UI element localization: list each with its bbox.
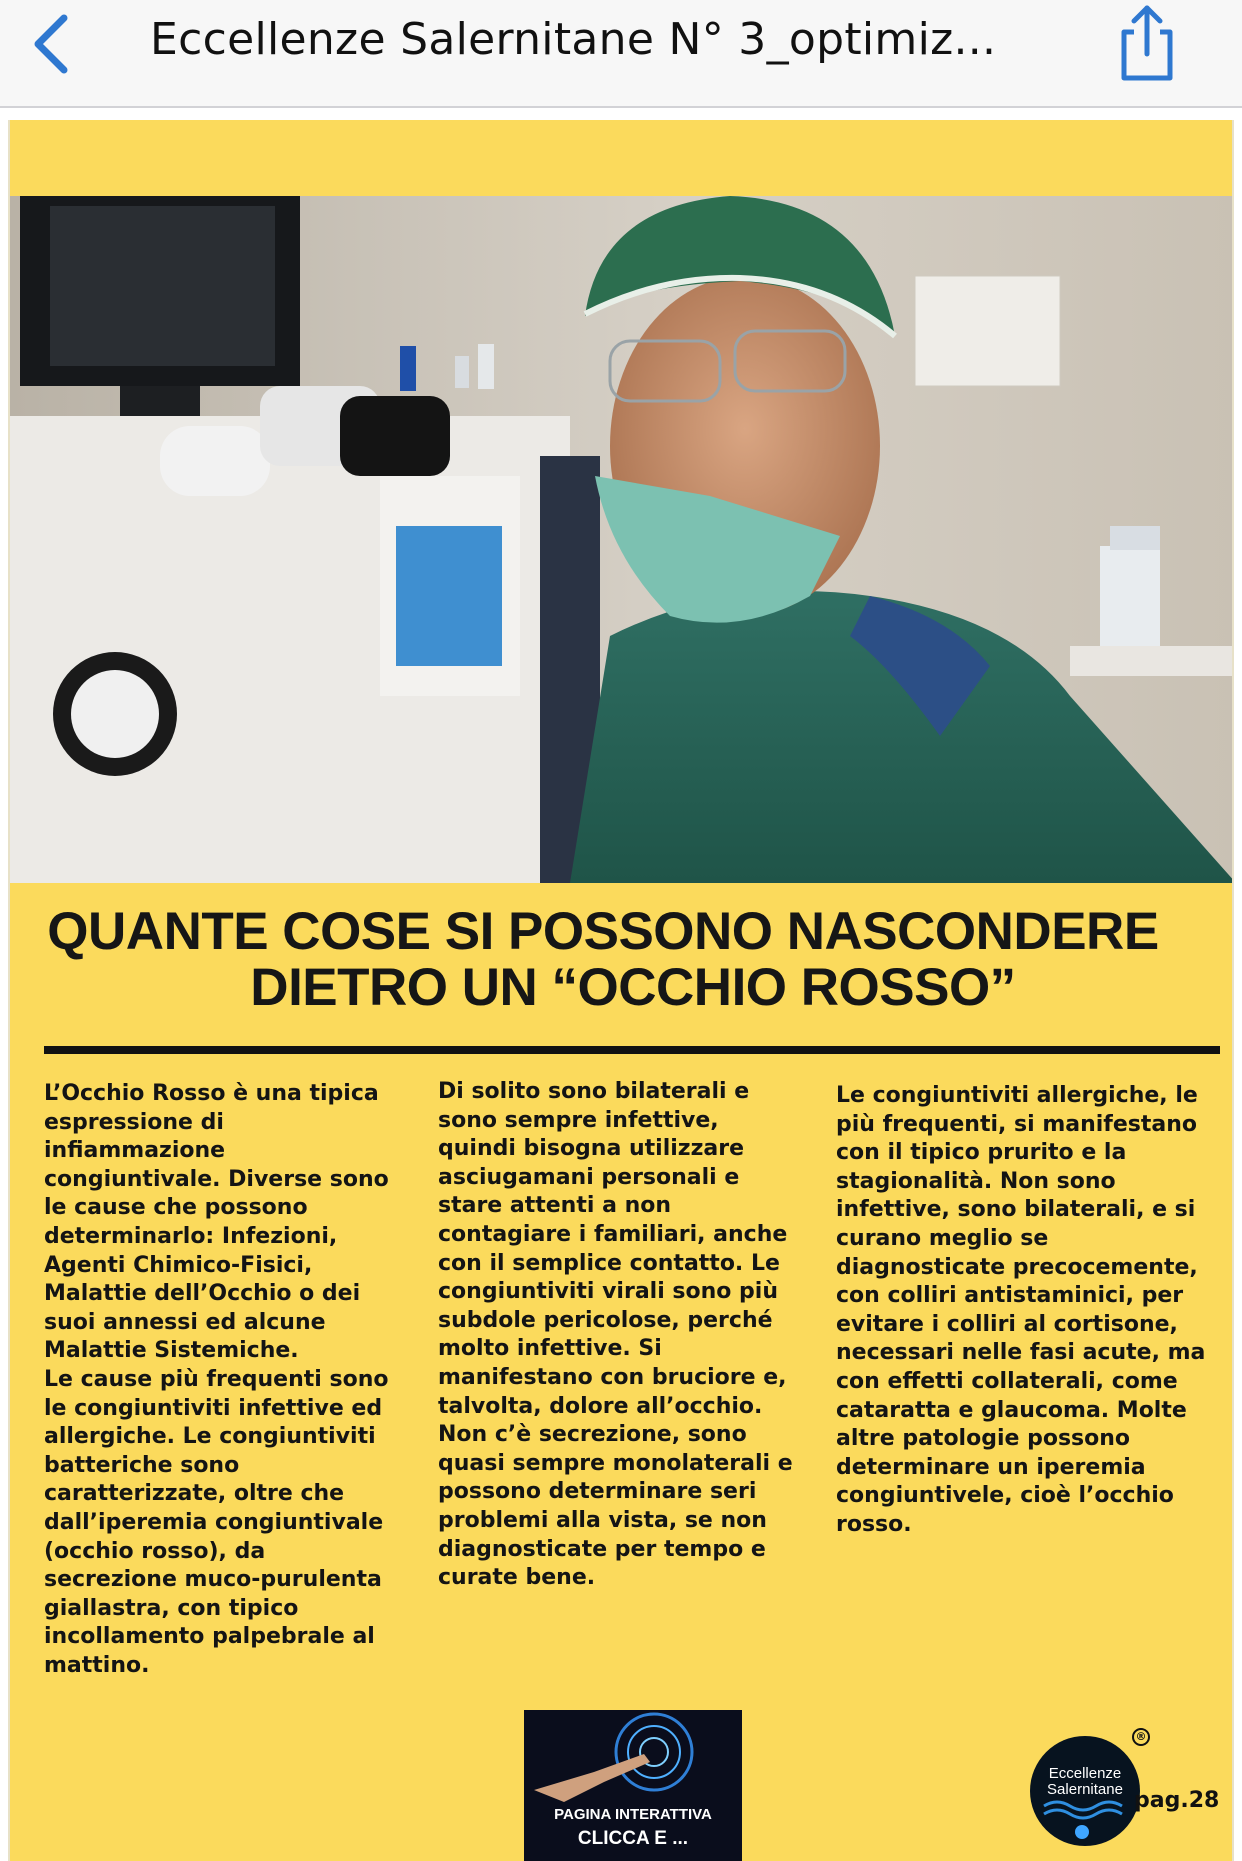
wave-icon <box>1030 1736 1140 1846</box>
headline-divider <box>44 1046 1220 1054</box>
column-1-paragraph-2: Le cause più frequenti sono le congiuntiviti infettive ed allergiche. Le congiuntiviti batteriche sono caratterizzate, oltre che dall’iperemia congiuntivale (occhio rosso), da secrezione muco-purulenta giallastra, con tipico incollamento palpebrale al mattino. <box>44 1366 389 1678</box>
article-headline <box>10 904 1234 1016</box>
headline-line-1: QUANTE COSE SI POSSONO NASCONDERE <box>47 902 1159 961</box>
page-number: pag.28 <box>1134 1788 1220 1813</box>
share-button[interactable] <box>1112 2 1182 84</box>
logo-badge <box>1030 1736 1140 1846</box>
headline-line-2: DIETRO UN “OCCHIO ROSSO” <box>250 958 1016 1017</box>
article-column-1 <box>44 1080 394 1680</box>
magazine-page <box>8 120 1234 1861</box>
column-2-paragraph-1: Di solito sono bilaterali e sono sempre infettive, quindi bisogna utilizzare asciugamani personali e stare attenti a non contagiare i familiari, anche con il semplice contatto. Le congiuntiviti virali sono più subdole pericolose, perché molto infettive. Si manifestano con bruciore e, talvolta, dolore all’occhio. Non c’è secrezione, sono quasi sempre monolaterali e possono determinare seri problemi alla vista, se non diagnosticate per tempo e curate bene. <box>438 1079 793 1591</box>
chevron-left-icon <box>30 6 90 84</box>
registered-mark: ® <box>1132 1728 1150 1746</box>
banner-subtitle: CLICCA E ... <box>577 1828 689 1849</box>
column-3-paragraph-1: Le congiuntiviti allergiche, le più frequenti, si manifestano con il tipico prurito e la stagionalità. Non sono infettive, sono bilaterali, e si curano meglio se diagnosticate precocemente, con colliri antistaminici, per evitare i colliri al cortisone, necessari nelle fasi acute, ma con effetti collaterali, come cataratta e glaucoma. Molte altre patologie possono determinare un iperemia congiuntivele, cioè l’occhio rosso. <box>836 1083 1206 1537</box>
document-title: Eccellenze Salernitane N° 3_optimiz... <box>150 14 997 65</box>
touch-hand-icon <box>524 1710 742 1806</box>
share-icon <box>1112 2 1182 84</box>
logo-text-line-2: Salernitane <box>1047 1781 1123 1798</box>
interactive-page-banner[interactable] <box>524 1710 742 1861</box>
logo-text-line-1: Eccellenze <box>1048 1765 1122 1782</box>
article-column-2 <box>438 1078 798 1593</box>
column-1-paragraph-1: L’Occhio Rosso è una tipica espressione di infiammazione congiuntivale. Diverse sono le cause che possono determinarlo: Infezioni, Agenti Chimico-Fisici, Malattie dell’Occhio o dei suoi annessi ed alcune Malattie Sistemiche. <box>44 1081 389 1364</box>
back-button[interactable] <box>30 6 90 84</box>
navigation-bar <box>0 0 1242 108</box>
article-column-3 <box>836 1082 1208 1540</box>
article-photo <box>10 196 1234 883</box>
banner-title: PAGINA INTERATTIVA <box>554 1806 712 1823</box>
